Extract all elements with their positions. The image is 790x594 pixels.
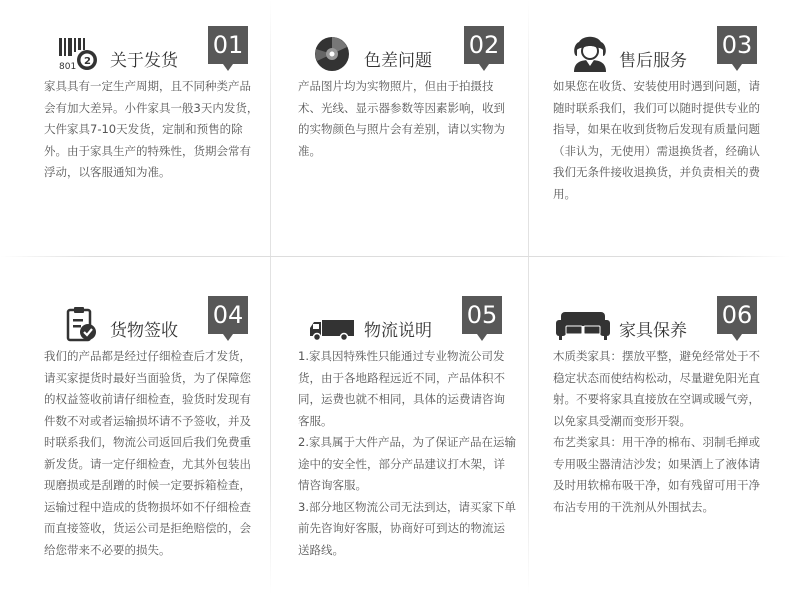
- svg-text:801: 801: [59, 62, 77, 72]
- section-paragraph: 2.家具属于大件产品，为了保证产品在运输途中的安全性，部分产品建议打木架，详情咨询客服。: [298, 435, 516, 492]
- section-body: [298, 76, 516, 162]
- section-header: [553, 26, 771, 76]
- section-paragraph: 木质类家具：摆放平整，避免经常处于不稳定状态而使结构松动，尽量避免阳光直射。不要将家具直接放在空调或暖气旁，以免家具受潮而变形开裂。: [553, 349, 760, 428]
- disc-icon: [314, 36, 354, 72]
- section-paragraph: 家具具有一定生产周期，且不同种类产品会有加大差异。小件家具一般3天内发货，大件家具7-10天发货，定制和预售的除外。由于家具生产的特殊性，货期会常有浮动，以客服通知为准。: [44, 79, 259, 179]
- section-number-badge: 06: [717, 296, 757, 334]
- section-paragraph: 我们的产品都是经过仔细检查后才发货，请买家提货时最好当面验货，为了保障您的权益签收前请仔细检查，验货时发现有件数不对或者运输损坏请不予签收，并及时联系我们，物流公司返回后我们免费重新发货。请一定仔细检查，尤其外包装出现磨损或是刮蹭的时候一定要拆箱检查，运输过程中造成的货物损坏如不仔细检查而直接签收，货运公司是拒绝赔偿的，会给您带来不必要的损失。: [44, 349, 251, 557]
- section-paragraph: 布艺类家具：用干净的棉布、羽制毛掸或专用吸尘器清洁沙发；如果洒上了液体请及时用软棉布吸干净，如有残留可用干净布沾专用的干洗剂从外围拭去。: [553, 435, 760, 514]
- section-header: [553, 296, 771, 346]
- clipboard-check-icon: [66, 306, 106, 342]
- section-furniture-care: [553, 296, 771, 518]
- section-body: [44, 76, 262, 184]
- section-title: 售后服务: [619, 51, 687, 71]
- section-logistics: [298, 296, 516, 561]
- svg-text:2: 2: [84, 56, 91, 67]
- section-receipt: [44, 296, 262, 561]
- section-number-badge: 05: [462, 296, 502, 334]
- column-divider: [528, 0, 529, 594]
- section-color-difference: [298, 26, 516, 162]
- section-header: [298, 26, 516, 76]
- section-title: 货物签收: [110, 321, 178, 341]
- row-divider: [0, 256, 790, 257]
- section-after-sales: [553, 26, 771, 205]
- column-divider: [270, 0, 271, 594]
- section-title: 关于发货: [110, 51, 178, 71]
- section-shipping: [44, 26, 262, 184]
- customer-service-icon: [571, 36, 611, 72]
- section-body: [553, 346, 771, 518]
- section-paragraph: 如果您在收货、安装使用时遇到问题，请随时联系我们，我们可以随时提供专业的指导，如果在收到货物后发现有质量问题（非认为，无使用）需退换货者，经确认我们无条件接收退换货，并负责相关的费用。: [553, 79, 760, 201]
- section-header: [298, 296, 516, 346]
- section-number-badge: 03: [717, 26, 757, 64]
- section-title: 色差问题: [364, 51, 432, 71]
- section-body: [553, 76, 771, 205]
- section-title: 家具保养: [619, 321, 687, 341]
- section-number-badge: 02: [464, 26, 504, 64]
- section-number-badge: 04: [208, 296, 248, 334]
- section-paragraph: 产品图片均为实物照片，但由于拍摄技术、光线、显示器参数等因素影响，收到的实物颜色与照片会有差别，请以实物为准。: [298, 79, 505, 158]
- sofa-icon: [555, 306, 611, 342]
- section-header: [44, 296, 262, 346]
- barcode-icon: [58, 36, 98, 72]
- section-body: [298, 346, 516, 561]
- section-header: [44, 26, 262, 76]
- section-number-badge: 01: [208, 26, 248, 64]
- section-paragraph: 3.部分地区物流公司无法到达，请买家下单前先咨询好客服，协商好可到达的物流运送路线。: [298, 499, 516, 557]
- section-title: 物流说明: [364, 321, 432, 341]
- truck-icon: [308, 306, 356, 342]
- section-body: [44, 346, 262, 561]
- section-paragraph: 1.家具因特殊性只能通过专业物流公司发货，由于各地路程远近不同，产品体积不同，运费也就不相同，具体的运费请咨询客服。: [298, 349, 505, 428]
